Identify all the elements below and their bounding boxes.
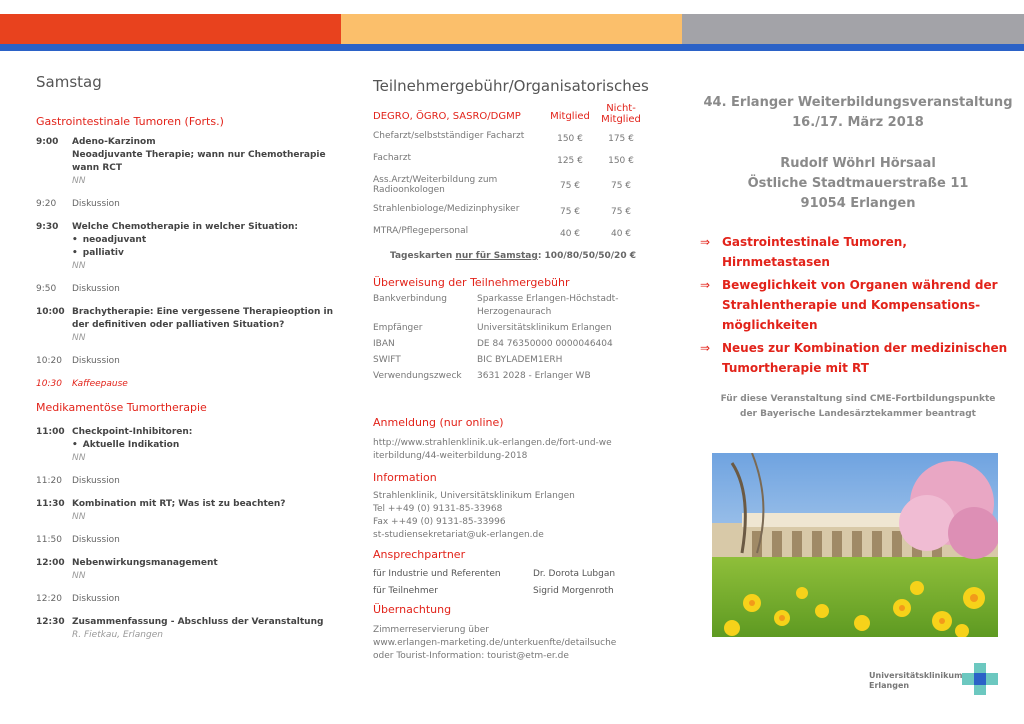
schedule-speaker: R. Fietkau, Erlangen xyxy=(72,630,163,640)
schedule-time: 12:20 xyxy=(36,594,62,604)
schedule-bullet: • Aktuelle Indikation xyxy=(72,439,336,452)
fee-member: 150 € xyxy=(557,134,583,144)
topic-line: möglichkeiten xyxy=(722,318,818,332)
topic-item xyxy=(700,232,1016,272)
schedule-line: Diskussion xyxy=(72,284,120,294)
schedule-time: 9:00 xyxy=(36,137,59,147)
fee-nonmember: 150 € xyxy=(608,156,634,166)
schedule-item xyxy=(36,557,336,583)
transfer-row xyxy=(373,338,653,351)
schedule-item xyxy=(36,426,336,465)
fee-nonmember: 175 € xyxy=(608,134,634,144)
schedule-line: Kombination mit RT; Was ist zu beachten? xyxy=(72,499,286,509)
cme-line-2: der Bayerische Landesärztekammer beantragt xyxy=(740,409,976,419)
schedule-body xyxy=(72,306,336,345)
schedule-body xyxy=(72,426,336,465)
orangery-photo-illustration xyxy=(712,453,998,637)
day-tickets-label: Tageskarten xyxy=(390,251,453,261)
fee-table xyxy=(373,131,653,239)
fee-header-category: DEGRO, ÖGRO, SASRO/DGMP xyxy=(373,111,521,122)
schedule-body xyxy=(72,593,336,606)
schedule-body xyxy=(72,616,336,642)
schedule-line: Neoadjuvante Therapie; wann nur Chemotherapie xyxy=(72,150,326,160)
program-column xyxy=(36,60,336,652)
fee-category: Ass.Arzt/Weiterbildung zum Radioonkologen xyxy=(373,175,498,195)
section-heading-medical: Medikamentöse Tumortherapie xyxy=(36,401,207,414)
logo-line-1: Universitätsklinikum xyxy=(869,671,963,680)
logo-line-2: Erlangen xyxy=(869,681,910,690)
day-heading: Samstag xyxy=(36,73,102,91)
venue-block xyxy=(700,154,1016,214)
fee-nonmember: 40 € xyxy=(610,229,632,239)
information-line: Fax ++49 (0) 9131-85-33996 xyxy=(373,517,506,527)
fee-nonmember: 75 € xyxy=(610,181,632,191)
schedule-line: Diskussion xyxy=(72,535,120,545)
venue-street: Östliche Stadtmauerstraße 11 xyxy=(747,176,969,191)
contact-list xyxy=(373,569,653,596)
fee-row xyxy=(373,153,653,166)
contact-person: Dr. Dorota Lubgan xyxy=(533,569,616,579)
contact-role: für Industrie und Referenten xyxy=(373,569,501,579)
day-tickets-saturday: nur für Samstag xyxy=(455,251,538,261)
schedule-item xyxy=(36,534,336,547)
schedule-item xyxy=(36,306,336,345)
contact-role: für Teilnehmer xyxy=(373,586,438,596)
information-block xyxy=(373,490,653,542)
schedule-time: 9:20 xyxy=(36,199,57,209)
schedule-speaker: NN xyxy=(72,571,86,581)
university-cross-icon xyxy=(962,663,998,695)
contact-heading: Ansprechpartner xyxy=(373,548,466,561)
fee-row xyxy=(373,175,653,195)
schedule-line: Brachytherapie: Eine vergessene Therapieoption in xyxy=(72,307,333,317)
schedule-line: der definitiven oder palliativen Situation? xyxy=(72,320,285,330)
topic-line: Beweglichkeit von Organen während der xyxy=(722,278,998,292)
registration-link[interactable]: http://www.strahlenklinik.uk-erlangen.de/fort-und-weiterbildung/44-weiterbildung-2018 xyxy=(373,438,612,461)
transfer-row xyxy=(373,370,653,383)
schedule-item xyxy=(36,355,336,368)
schedule-time: 12:30 xyxy=(36,617,65,627)
schedule-body xyxy=(72,498,336,524)
day-tickets-prices: : 100/80/50/50/20 € xyxy=(537,251,636,261)
transfer-label: Empfänger xyxy=(373,323,423,333)
schedule-item xyxy=(36,498,336,524)
fee-category: Chefarzt/selbstständiger Facharzt xyxy=(373,131,525,141)
schedule-line: wann RCT xyxy=(72,163,123,173)
schedule-body xyxy=(72,198,336,211)
schedule-body xyxy=(72,221,336,273)
schedule-line: Kaffeepause xyxy=(72,379,128,389)
schedule-time: 11:20 xyxy=(36,476,62,486)
schedule-item xyxy=(36,593,336,606)
topic-line: Neues zur Kombination der medizinischen xyxy=(722,341,1008,355)
fee-row xyxy=(373,204,653,217)
event-date: 16./17. März 2018 xyxy=(792,115,924,130)
registration-heading: Anmeldung (nur online) xyxy=(373,416,504,429)
schedule-body xyxy=(72,378,336,391)
transfer-value: 3631 2028 - Erlanger WB xyxy=(477,371,591,381)
topic-item xyxy=(700,275,1016,335)
schedule-time: 9:30 xyxy=(36,222,59,232)
fee-category: Strahlenbiologe/Medizinphysiker xyxy=(373,204,520,214)
fee-member: 75 € xyxy=(559,207,581,217)
information-heading: Information xyxy=(373,471,437,484)
schedule-line: Diskussion xyxy=(72,356,120,366)
schedule-item xyxy=(36,378,336,391)
section-heading-gi: Gastrointestinale Tumoren (Forts.) xyxy=(36,115,224,128)
contact-row xyxy=(373,586,653,596)
header-bar-orange xyxy=(341,14,682,44)
transfer-row xyxy=(373,322,653,335)
schedule-body xyxy=(72,557,336,583)
schedule-body xyxy=(72,283,336,296)
venue-city: 91054 Erlangen xyxy=(800,196,916,211)
schedule-line: Welche Chemotherapie in welcher Situation: xyxy=(72,222,299,232)
transfer-value: DE 84 76350000 0000046404 xyxy=(477,339,613,349)
fee-member: 75 € xyxy=(559,181,581,191)
event-title: 44. Erlanger Weiterbildungsveranstaltung xyxy=(703,95,1013,110)
fee-category: MTRA/Pflegepersonal xyxy=(373,226,469,236)
transfer-details xyxy=(373,293,653,383)
schedule-time: 10:30 xyxy=(36,379,62,389)
topic-text xyxy=(722,338,1007,378)
event-title-block xyxy=(700,93,1016,133)
information-line: Strahlenklinik, Universitätsklinikum Erlangen xyxy=(373,491,575,501)
accommodation-line[interactable]: oder Tourist-Information: tourist@etm-er.de xyxy=(373,651,569,661)
schedule-speaker: NN xyxy=(72,512,86,522)
contact-person: Sigrid Morgenroth xyxy=(533,586,614,596)
topic-text xyxy=(722,275,998,335)
schedule-time: 11:50 xyxy=(36,535,62,545)
fee-member: 40 € xyxy=(559,229,581,239)
transfer-heading: Überweisung der Teilnehmergebühr xyxy=(373,276,570,289)
arrow-icon: ⇒ xyxy=(700,278,711,292)
transfer-value: Sparkasse Erlangen-Höchstadt-Herzogenaurach xyxy=(477,294,619,317)
organisation-heading: Teilnehmergebühr/Organisatorisches xyxy=(373,77,649,95)
accommodation-line: Zimmerreservierung über xyxy=(373,625,489,635)
topic-line: Gastrointestinale Tumoren, Hirnmetastasen xyxy=(722,235,907,269)
schedule-body xyxy=(72,475,336,488)
schedule-item xyxy=(36,198,336,211)
transfer-row xyxy=(373,293,653,319)
transfer-label: IBAN xyxy=(373,339,395,349)
fee-member: 125 € xyxy=(557,156,583,166)
schedule-bullet: • neoadjuvant xyxy=(72,234,336,247)
transfer-row xyxy=(373,354,653,367)
schedule-line: Diskussion xyxy=(72,476,120,486)
accommodation-heading: Übernachtung xyxy=(373,603,452,616)
schedule-item xyxy=(36,136,336,188)
transfer-label: Bankverbindung xyxy=(373,294,447,304)
schedule-item xyxy=(36,221,336,273)
schedule-line: Diskussion xyxy=(72,199,120,209)
schedule-item xyxy=(36,283,336,296)
schedule-line: Diskussion xyxy=(72,594,120,604)
schedule-speaker: NN xyxy=(72,261,86,271)
schedule-time: 11:00 xyxy=(36,427,65,437)
accommodation-block xyxy=(373,624,653,663)
topic-line: Tumortherapie mit RT xyxy=(722,361,869,375)
cme-note xyxy=(700,392,1016,422)
fee-header-member: Mitglied xyxy=(550,111,590,122)
information-line: Tel ++49 (0) 9131-85-33968 xyxy=(373,504,503,514)
transfer-label: SWIFT xyxy=(373,355,401,365)
schedule-speaker: NN xyxy=(72,176,86,186)
header-bar-gray xyxy=(682,14,1024,44)
transfer-label: Verwendungszweck xyxy=(373,371,462,381)
cme-line-1: Für diese Veranstaltung sind CME-Fortbildungspunkte xyxy=(720,394,996,404)
schedule-time: 11:30 xyxy=(36,499,65,509)
schedule-speaker: NN xyxy=(72,333,86,343)
venue-name: Rudolf Wöhrl Hörsaal xyxy=(780,156,936,171)
fee-nonmember: 75 € xyxy=(610,207,632,217)
schedule-body xyxy=(72,136,336,188)
event-column xyxy=(700,60,1016,422)
schedule-list-medical xyxy=(36,426,336,642)
schedule-item xyxy=(36,616,336,642)
fee-table-header xyxy=(373,103,653,125)
transfer-value: Universitätsklinikum Erlangen xyxy=(477,323,612,333)
information-line[interactable]: st-studiensekretariat@uk-erlangen.de xyxy=(373,530,544,540)
arrow-icon: ⇒ xyxy=(700,235,711,249)
fee-row xyxy=(373,131,653,144)
accommodation-line[interactable]: www.erlangen-marketing.de/unterkuenfte/detailsuche xyxy=(373,638,617,648)
contact-row xyxy=(373,569,653,579)
schedule-time: 10:20 xyxy=(36,356,62,366)
organisation-column xyxy=(373,60,653,663)
fee-row xyxy=(373,226,653,239)
fee-header-nonmember: Nicht-Mitglied xyxy=(601,103,641,125)
arrow-icon: ⇒ xyxy=(700,341,711,355)
header-bar-red xyxy=(0,14,341,44)
topic-text xyxy=(722,232,1016,272)
schedule-time: 9:50 xyxy=(36,284,57,294)
schedule-speaker: NN xyxy=(72,453,86,463)
schedule-time: 10:00 xyxy=(36,307,65,317)
schedule-list-gi xyxy=(36,136,336,391)
schedule-line: Checkpoint-Inhibitoren: xyxy=(72,427,193,437)
day-tickets xyxy=(373,251,653,261)
schedule-item xyxy=(36,475,336,488)
orangery-photo xyxy=(712,453,998,637)
schedule-line: Nebenwirkungsmanagement xyxy=(72,558,218,568)
fee-category: Facharzt xyxy=(373,153,411,163)
schedule-bullet: • palliativ xyxy=(72,247,336,260)
topic-item xyxy=(700,338,1016,378)
university-logo-text xyxy=(869,671,962,691)
transfer-value: BIC BYLADEM1ERH xyxy=(477,355,563,365)
topic-line: Strahlentherapie und Kompensations- xyxy=(722,298,981,312)
schedule-line: Adeno-Karzinom xyxy=(72,137,156,147)
schedule-body xyxy=(72,534,336,547)
schedule-line: Zusammenfassung - Abschluss der Veranstaltung xyxy=(72,617,324,627)
header-blue-line xyxy=(0,44,1024,51)
schedule-time: 12:00 xyxy=(36,558,65,568)
topic-list xyxy=(700,232,1016,378)
schedule-body xyxy=(72,355,336,368)
